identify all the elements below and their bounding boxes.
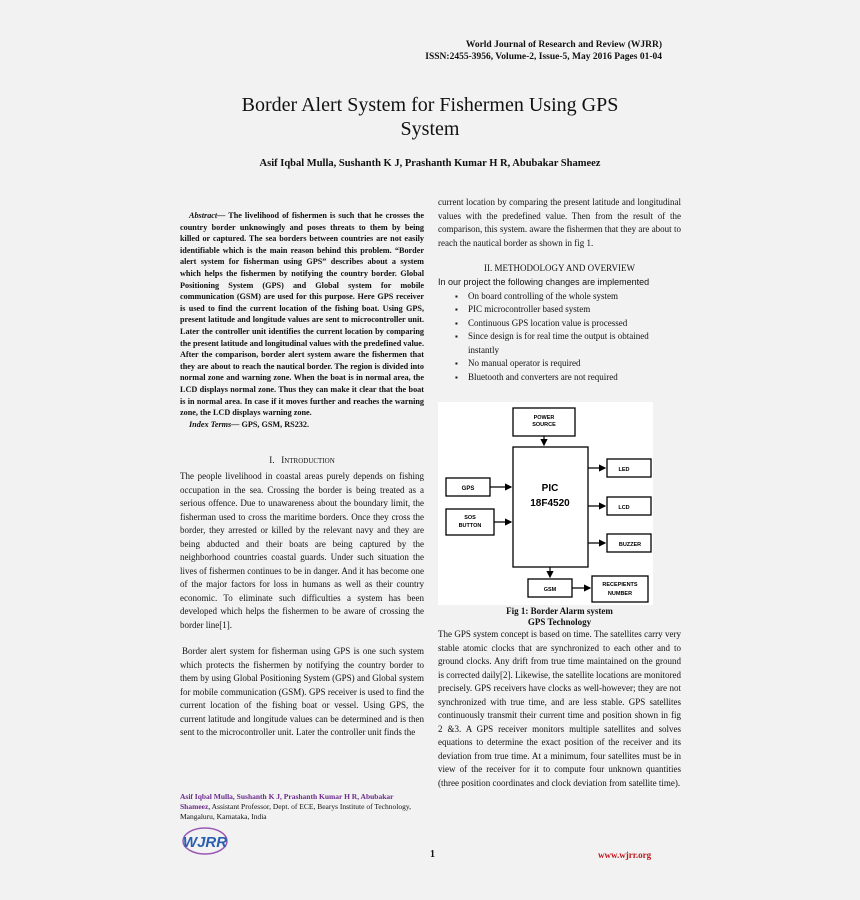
- abstract-label: Abstract—: [189, 211, 226, 220]
- wjrr-logo: [182, 826, 228, 856]
- footnote-names: Asif Iqbal Mulla, Sushanth K J, Prashanth Kumar H R, Abubakar Shameez,: [180, 792, 394, 811]
- title-line-2: System: [400, 118, 460, 140]
- journal-website: www.wjrr.org: [598, 850, 652, 860]
- index-terms: [180, 419, 424, 431]
- page-number: 1: [430, 849, 435, 860]
- intro-paragraph-2: Border alert system for fisherman using GPS is one such system which protects the fishermen by notifying the country border to them by using Global Positioning System (GPS) and Global system for mobile communication (GSM). GPS receiver is used to find the current location of the fishing boat or vessel. Using GPS, the current latitude and longitude values can be determined and is then sent to the microcontroller unit. Later the controller unit finds the: [180, 646, 424, 738]
- methodology-lead-paragraph: current location by comparing the present latitude and longitudinal values with the predefined value. Then from the result of the comparison, this system. aware the fishermen that they are about to reach the nautical border as shown in fig 1.: [438, 197, 681, 248]
- index-terms-text: GPS, GSM, RS232.: [239, 419, 310, 429]
- gps-technology-heading: GPS Technology: [527, 617, 592, 627]
- buzzer-label: BUZZER: [618, 542, 642, 548]
- recipients-label-2: NUMBER: [607, 591, 633, 597]
- paper-title: [130, 93, 730, 141]
- sos-label-1: SOS: [464, 515, 476, 521]
- left-column: [180, 210, 424, 740]
- intro-heading: [180, 455, 424, 465]
- block-diagram: [438, 402, 653, 605]
- gps-label: GPS: [461, 486, 475, 492]
- lcd-label: LCD: [618, 505, 630, 511]
- intro-heading-num: I.: [269, 455, 275, 466]
- intro-paragraph-1: The people livelihood in coastal areas purely depends on fishing occupation in the sea. Crossing the border is being treated as a serious offence. Due to unawareness about the boundary limit, the fisherman used to cross the maritime borders. Once they cross the border, they arrested or killed by the relevant navy and they are being abducted and their boats are being captured by the neighborhood countries coastal guards. Under such situation the lives of fishermen continues to be in danger. And it has become one of the major factors for loss in humans as well as their country economic. To eliminate such difficulties a system has been developed which helps the fishermen to be aware of crossing the border line[1].: [180, 471, 424, 630]
- figure-caption: Fig 1: Border Alarm system: [506, 606, 613, 616]
- bullet-item: ▪ Bluetooth and converters are not required: [438, 371, 681, 385]
- journal-name: World Journal of Research and Review (WJRR): [465, 40, 662, 50]
- logo-text: WJRR: [182, 834, 228, 851]
- sos-label-2: BUTTON: [458, 523, 482, 529]
- bullet-item: ▪ Continuous GPS location value is processed: [438, 317, 681, 331]
- gsm-label: GSM: [543, 587, 557, 593]
- recipients-label-1: RECEPIENTS: [602, 582, 638, 588]
- bullet-item: ▪ Since design is for real time the output is obtained instantly: [438, 330, 681, 357]
- led-label: LED: [618, 467, 630, 473]
- recipients-block: [592, 576, 648, 602]
- intro-heading-first: I: [281, 455, 285, 466]
- intro-heading-rest: NTRODUCTION: [284, 457, 335, 466]
- pic-label-2: 18F4520: [530, 498, 570, 509]
- methodology-bullets: [438, 290, 681, 385]
- gps-technology-paragraph: The GPS system concept is based on time. The satellites carry very stable atomic clocks that are synchronized to each other and to ground clocks. Any drift from true time maintained on the ground is corrected daily[2]. Likewise, the satellite locations are monitored precisely. GPS receivers have clocks as well-however; they are not synchronized with true time, and are less stable. GPS satellites continuously transmit their current time and position shown in fig 2 &3. A GPS receiver monitors multiple satellites and solves equations to determine the exact position of the receiver and its deviation from true time. At a minimum, four satellites must be in view of the receiver for it to compute four unknown quantities (three position coordinates and clock deviation from satellite time).: [438, 629, 681, 788]
- issn-line: ISSN:2455-3956, Volume-2, Issue-5, May 2016 Pages 01-04: [425, 52, 662, 62]
- right-column-lower: [438, 606, 681, 790]
- index-terms-label: Index Terms—: [189, 419, 240, 429]
- bullet-item: ▪ No manual operator is required: [438, 357, 681, 371]
- authors: Asif Iqbal Mulla, Sushanth K J, Prashanth Kumar H R, Abubakar Shameez: [259, 158, 601, 169]
- power-label-2: SOURCE: [532, 422, 556, 428]
- abstract: [180, 210, 424, 419]
- methodology-heading: II. METHODOLOGY AND OVERVIEW: [484, 263, 635, 273]
- bullet-item: ▪ On board controlling of the whole system: [438, 290, 681, 304]
- power-label-1: POWER: [533, 415, 555, 421]
- footnote-affiliation: Assistant Professor, Dept. of ECE, Bearys Institute of Technology, Mangaluru, Karnataka, India: [180, 802, 412, 821]
- bullet-item: ▪ PIC microcontroller based system: [438, 303, 681, 317]
- right-column: [438, 196, 681, 384]
- abstract-text: The livelihood of fishermen is such that he crosses the country border unknowingly and poses threats to them by being killed or captured. The sea borders between countries are not easily identifiable which is the main reason behind this problem. “Border alert system for fisherman using GPS” describes about a system which helps the fishermen by notifying the country border. Global Positioning System (GPS) and Global system for mobile communication (GSM) are used for this purpose. Here GPS receiver is used to find the current location of the fishing boat. Using GPS, present latitude and longitude values are sent to microcontroller unit. Later the controller unit identifies the current location by comparing the present latitude and longitudinal values with the predefined value. After the comparison, border alert system aware the fishermen that they are about to reach the nautical border. The region is divided into normal zone and warning zone. When the boat is in normal area, the LCD displays normal zone. Thus they can make it clear that the boat is in normal area. In case if it moves further and reaches the warning zone, the LCD displays warning zone.: [180, 211, 424, 418]
- title-line-1: Border Alert System for Fishermen Using GPS: [241, 94, 619, 116]
- methodology-intro: In our project the following changes are implemented: [438, 277, 650, 287]
- pic-label-1: PIC: [541, 483, 559, 494]
- sos-block: [446, 509, 494, 535]
- author-footnote: [180, 792, 425, 822]
